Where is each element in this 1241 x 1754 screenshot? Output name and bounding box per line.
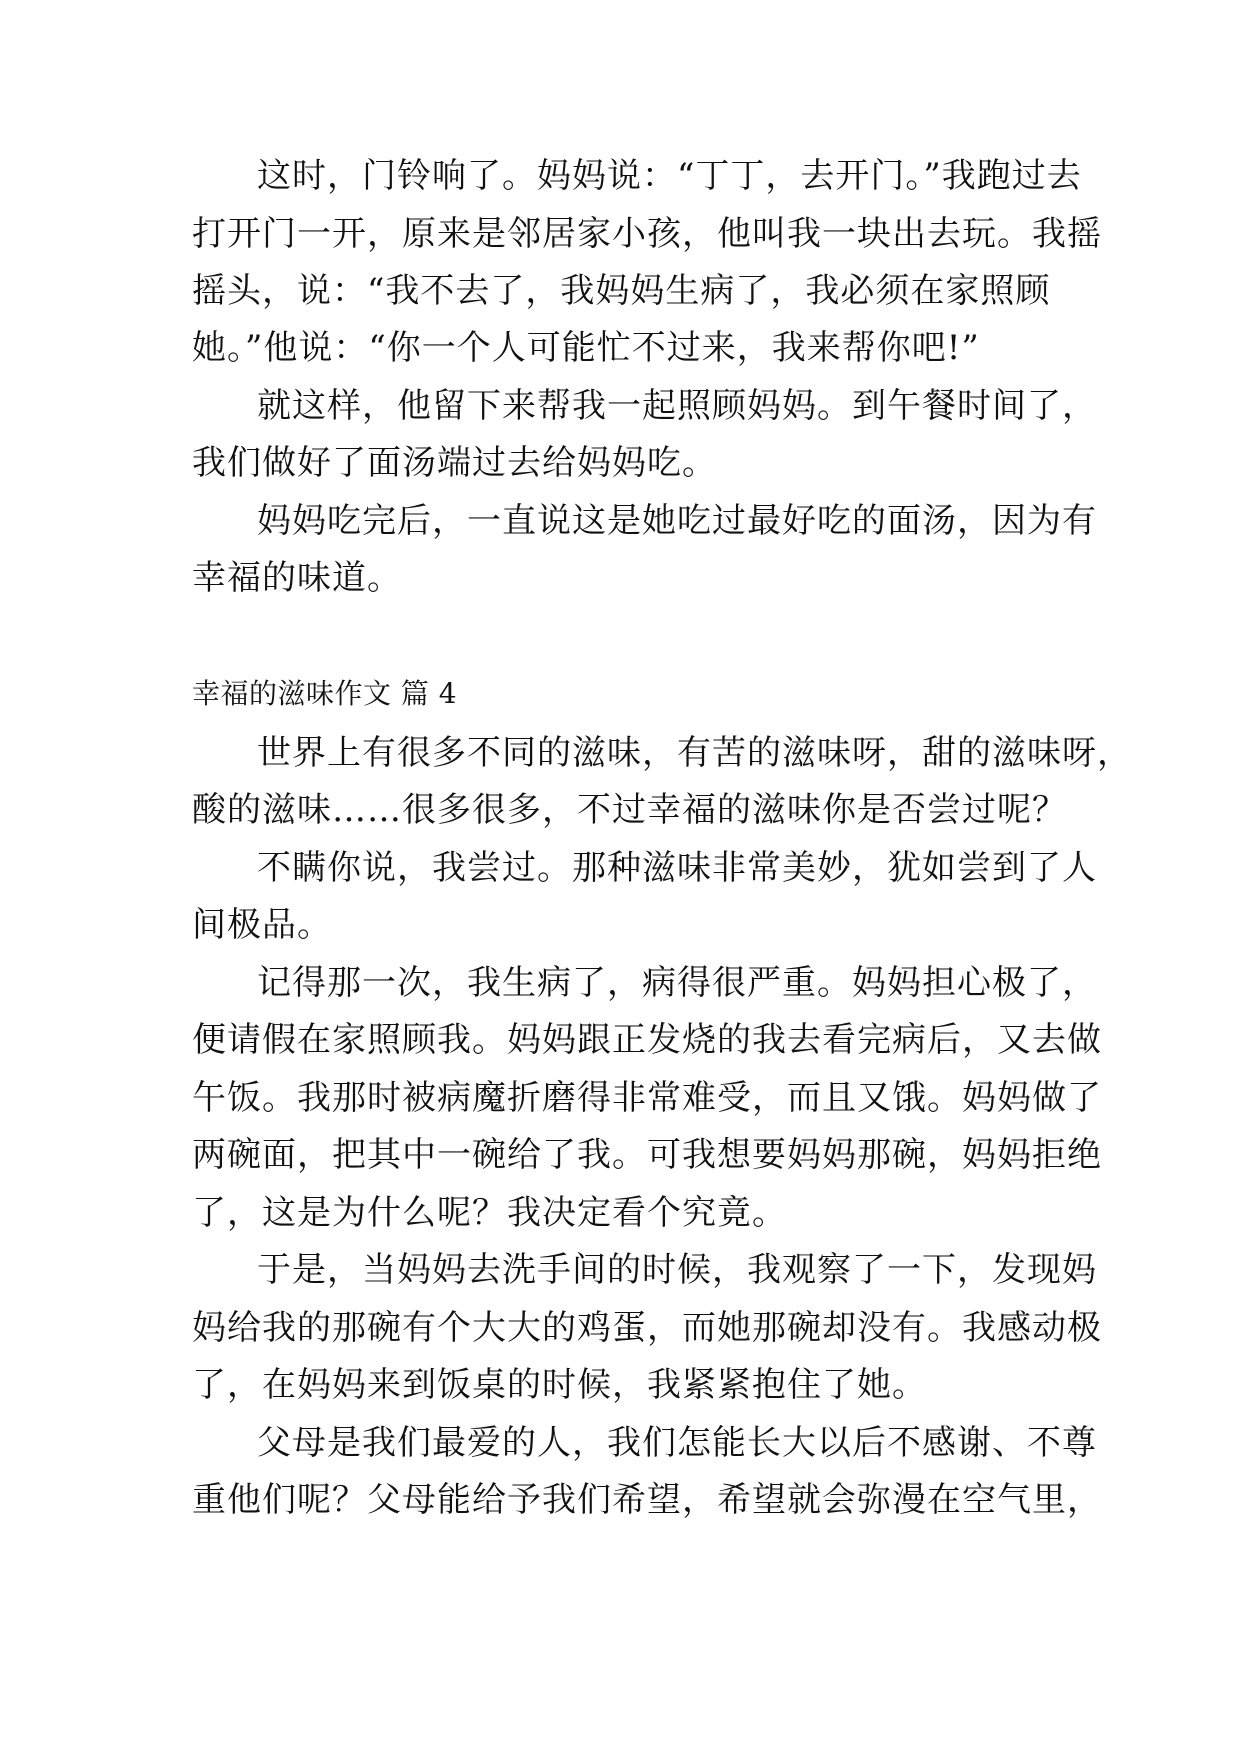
paragraph-line: 妈妈吃完后，一直说这是她吃过最好吃的面汤，因为有	[257, 501, 1097, 541]
paragraph-line: 我们做好了面汤端过去给妈妈吃。	[192, 443, 717, 483]
section-heading: 幸福的滋味作文 篇 4	[192, 677, 458, 710]
paragraph-line: 两碗面，把其中一碗给了我。可我想要妈妈那碗，妈妈拒绝	[192, 1135, 1102, 1175]
paragraph-line: 了，在妈妈来到饭桌的时候，我紧紧抱住了她。	[192, 1365, 927, 1405]
paragraph-line: 摇头，说：“我不去了，我妈妈生病了，我必须在家照顾	[192, 271, 1051, 311]
paragraph-line: 这时，门铃响了。妈妈说：“丁丁，去开门。”我跑过去	[257, 156, 1082, 196]
paragraph-line: 妈给我的那碗有个大大的鸡蛋，而她那碗却没有。我感动极	[192, 1308, 1102, 1348]
paragraph-line: 便请假在家照顾我。妈妈跟正发烧的我去看完病后，又去做	[192, 1020, 1102, 1060]
paragraph-line: 记得那一次，我生病了，病得很严重。妈妈担心极了，	[257, 963, 1097, 1003]
paragraph-line: 午饭。我那时被病魔折磨得非常难受，而且又饿。妈妈做了	[192, 1078, 1102, 1118]
paragraph-line: 间极品。	[192, 905, 332, 945]
paragraph-line: 于是，当妈妈去洗手间的时候，我观察了一下，发现妈	[257, 1250, 1097, 1290]
paragraph-line: 不瞒你说，我尝过。那种滋味非常美妙，犹如尝到了人	[257, 848, 1097, 888]
paragraph-line: 幸福的味道。	[192, 558, 402, 598]
paragraph-line: 就这样，他留下来帮我一起照顾妈妈。到午餐时间了，	[257, 386, 1097, 426]
paragraph-line: 父母是我们最爱的人，我们怎能长大以后不感谢、不尊	[257, 1423, 1097, 1463]
paragraph-line: 了，这是为什么呢？我决定看个究竟。	[192, 1193, 787, 1233]
paragraph-line: 世界上有很多不同的滋味，有苦的滋味呀，甜的滋味呀，	[257, 733, 1132, 773]
paragraph-line: 酸的滋味……很多很多，不过幸福的滋味你是否尝过呢？	[192, 790, 1067, 830]
paragraph-line: 打开门一开，原来是邻居家小孩，他叫我一块出去玩。我摇	[192, 214, 1102, 254]
paragraph-line: 她。”他说：“你一个人可能忙不过来，我来帮你吧!”	[192, 328, 980, 368]
paragraph-line: 重他们呢？父母能给予我们希望，希望就会弥漫在空气里，	[192, 1480, 1102, 1520]
